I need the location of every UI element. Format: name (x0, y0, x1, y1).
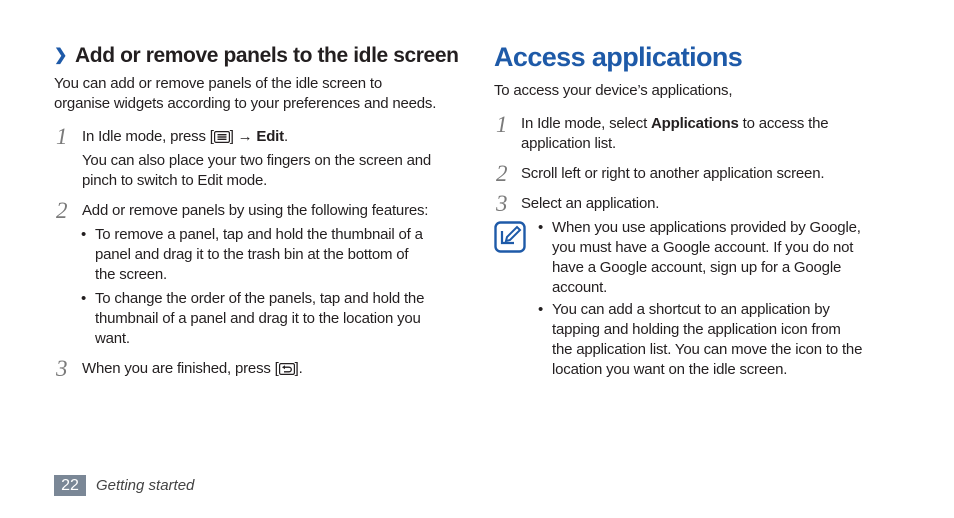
page-number-badge: 22 (54, 475, 86, 496)
section-heading: ❯ Add or remove panels to the idle screen (54, 44, 459, 67)
page-title: Access applications (494, 42, 743, 72)
step-number: 2 (56, 198, 68, 223)
menu-key-icon (214, 131, 230, 143)
intro-line: organise widgets according to your preferences and needs. (54, 95, 437, 112)
footer-section-name: Getting started (96, 477, 195, 494)
step-subtext: You can also place your two fingers on the screen and (82, 152, 432, 169)
step-text: application list. (521, 135, 616, 152)
step-text: In Idle mode, press [ ] → Edit. (82, 128, 288, 145)
step-text: Select an application. (521, 195, 660, 212)
intro-line: You can add or remove panels of the idle screen to (54, 75, 382, 92)
note-item: • When you use applications provided by Google, you must have a Google account. If you do not have a Google account, sign up for a Google account. (538, 219, 861, 296)
step-number: 1 (496, 112, 508, 137)
note-pencil-icon (494, 221, 526, 253)
step-subtext: pinch to switch to Edit mode. (82, 172, 268, 189)
step-number: 1 (56, 124, 68, 149)
note-item: • You can add a shortcut to an application by tapping and holding the application icon from the application list. You can move the icon to the location you want on the idle screen. (538, 301, 863, 378)
chevron-right-icon: ❯ (54, 47, 68, 64)
bullet-item: • To change the order of the panels, tap and hold the thumbnail of a panel and drag it to the location you want. (81, 290, 425, 347)
step-number: 2 (496, 161, 508, 186)
step-number: 3 (496, 191, 508, 216)
step-text: Add or remove panels by using the following features: (82, 202, 429, 219)
step-text: Scroll left or right to another application screen. (521, 165, 825, 182)
bullet-item: • To remove a panel, tap and hold the thumbnail of a panel and drag it to the trash bin at the bottom of the screen. (81, 226, 423, 283)
step-text: In Idle mode, select Applications to access the (521, 115, 829, 132)
intro-line: To access your device’s applications, (494, 82, 733, 99)
back-key-icon (279, 363, 295, 375)
step-number: 3 (56, 356, 68, 381)
step-text: When you are finished, press [ ]. (82, 360, 303, 377)
